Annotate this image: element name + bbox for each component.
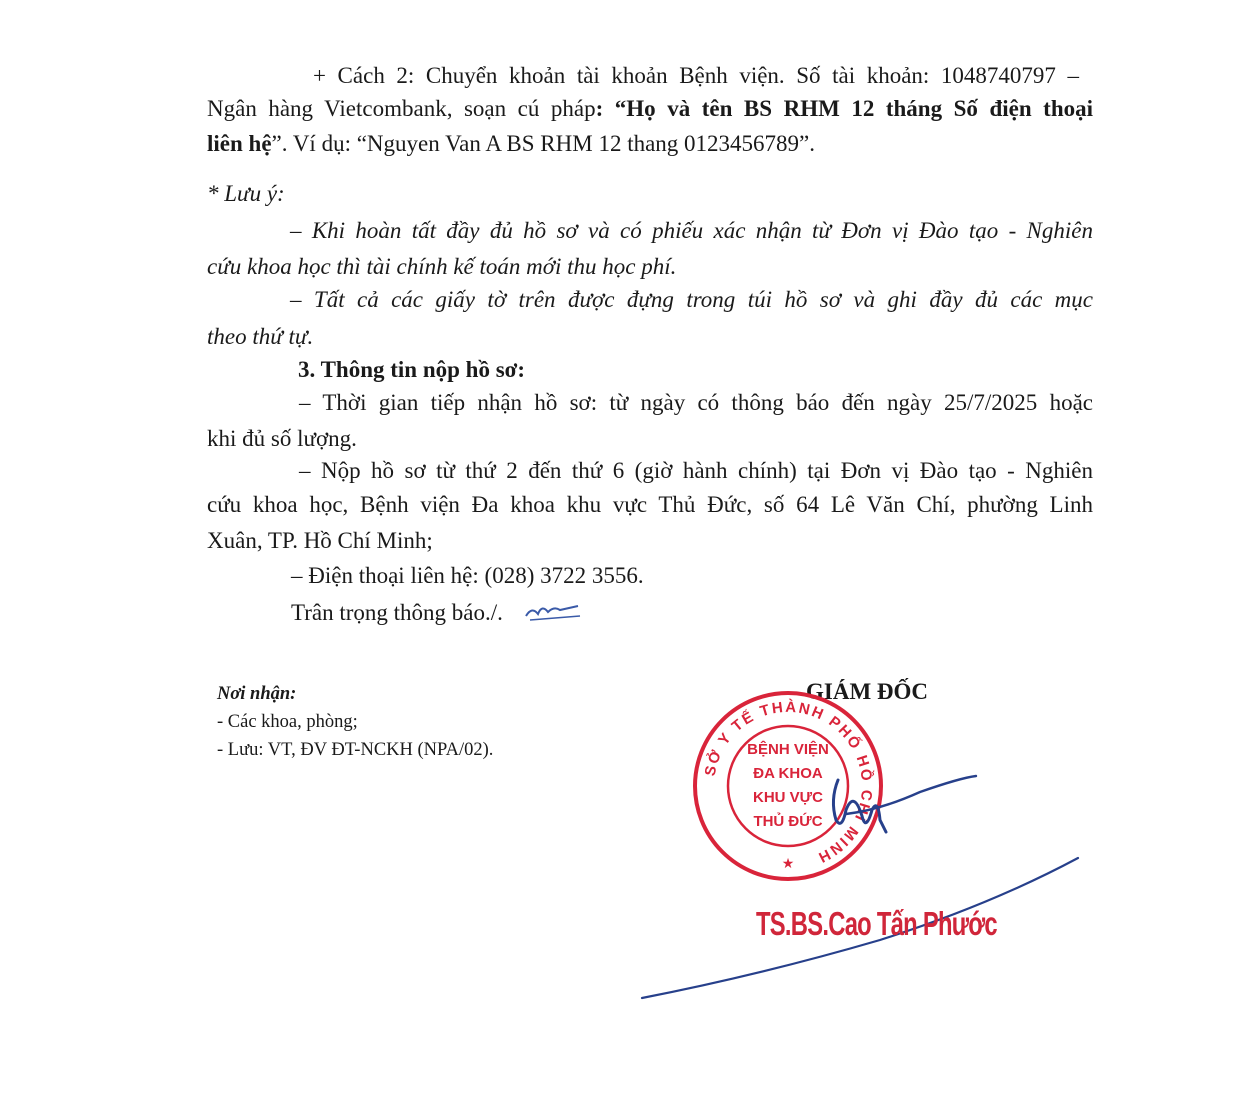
payment-method2-line3: [207, 129, 815, 159]
note-item1-line2: cứu khoa học thì tài chính kế toán mới thu học phí.: [207, 254, 677, 279]
stamp-center-line4: THỦ ĐỨC: [753, 813, 823, 830]
stamp-star-icon: ★: [781, 856, 795, 872]
payment-example: ”. Ví dụ: “Nguyen Van A BS RHM 12 thang 0123456789”.: [271, 131, 816, 156]
payment-syntax-part2: liên hệ: [207, 131, 272, 156]
note-heading: * Lưu ý:: [207, 181, 285, 206]
initials-mark: [520, 596, 584, 626]
stamp-center-line2: ĐA KHOA: [753, 765, 823, 782]
section3-item2-line2: cứu khoa học, Bệnh viện Đa khoa khu vực Thủ Đức, số 64 Lê Văn Chí, phường Linh: [207, 492, 1093, 517]
payment-method2-line2: [207, 94, 1093, 124]
payment-method2-line1: + Cách 2: Chuyển khoản tài khoản Bệnh viện. Số tài khoản: 1048740797 –: [313, 63, 1079, 88]
section3-item1-line2: khi đủ số lượng.: [207, 426, 357, 451]
stamp-center-line1: BỆNH VIỆN: [747, 741, 829, 758]
payment-method2-line2-prefix: Ngân hàng Vietcombank, soạn cú pháp: [207, 96, 596, 121]
stamp-ring-text: SỞ Y TẾ THÀNH PHỐ HỒ CHÍ MINH: [701, 698, 876, 867]
recipients-heading: Nơi nhận:: [217, 684, 297, 704]
section3-item3: – Điện thoại liên hệ: (028) 3722 3556.: [291, 563, 644, 588]
note-item1-line1: – Khi hoàn tất đầy đủ hồ sơ và có phiếu xác nhận từ Đơn vị Đào tạo - Nghiên: [290, 218, 1093, 243]
signature-title: GIÁM ĐỐC: [806, 679, 929, 704]
section3-heading: 3. Thông tin nộp hồ sơ:: [298, 357, 526, 382]
section3-item2-line3: Xuân, TP. Hồ Chí Minh;: [207, 528, 433, 553]
note-item2-line1: – Tất cả các giấy tờ trên được đựng trong túi hồ sơ và ghi đầy đủ các mục: [290, 287, 1093, 312]
closing-text: Trân trọng thông báo./.: [291, 600, 503, 625]
payment-syntax-part1: : “Họ và tên BS RHM 12 tháng Số điện thoại: [595, 96, 1093, 121]
section3-item2-line1: – Nộp hồ sơ từ thứ 2 đến thứ 6 (giờ hành chính) tại Đơn vị Đào tạo - Nghiên: [299, 458, 1093, 483]
section3-item1-line1: – Thời gian tiếp nhận hồ sơ: từ ngày có thông báo đến ngày 25/7/2025 hoặc: [299, 390, 1093, 415]
recipients-item2: - Lưu: VT, ĐV ĐT-NCKH (NPA/02).: [217, 740, 494, 760]
stamp-center-line3: KHU VỰC: [753, 789, 823, 806]
handwritten-signature: [640, 770, 1080, 1010]
recipients-item1: - Các khoa, phòng;: [217, 712, 358, 732]
note-item2-line2: theo thứ tự.: [207, 324, 314, 349]
signer-name: TS.BS.Cao Tấn Phước: [756, 905, 997, 942]
